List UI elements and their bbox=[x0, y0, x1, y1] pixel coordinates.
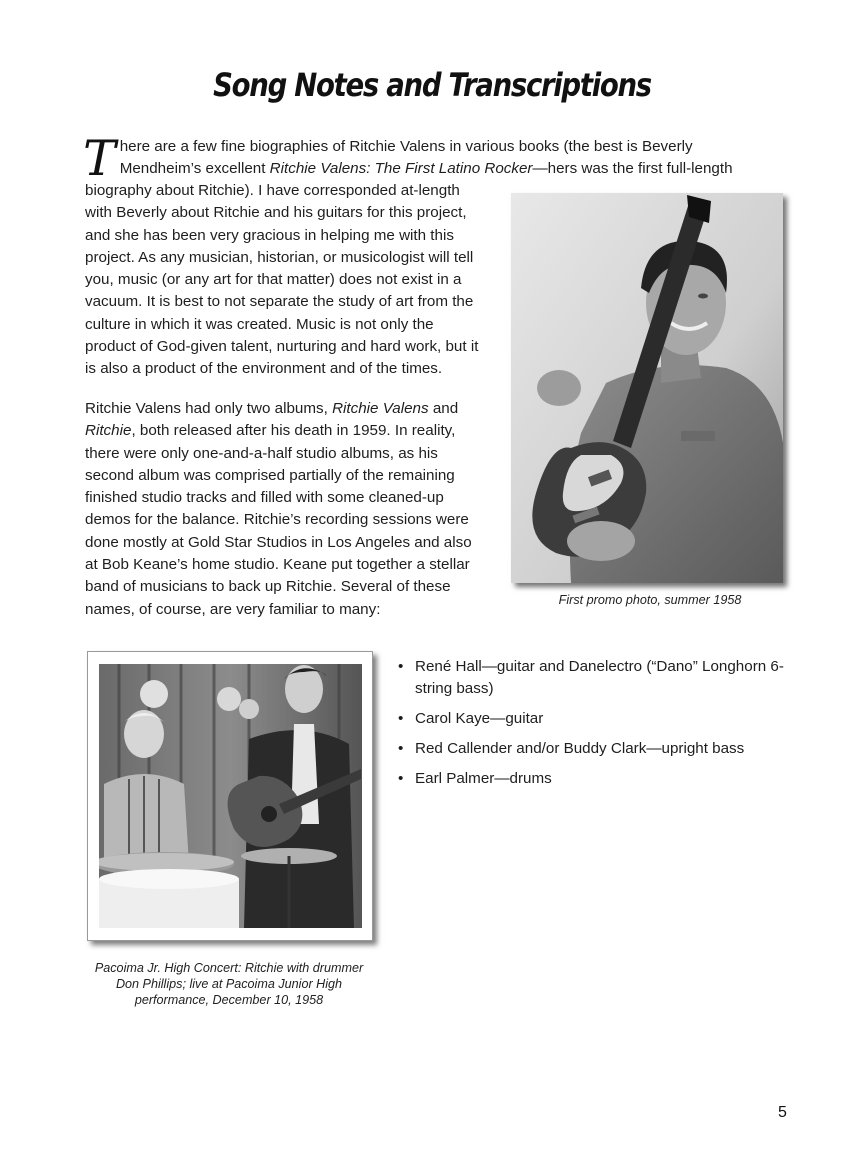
paragraph-2 bbox=[85, 398, 485, 621]
paragraph-2-and: and bbox=[428, 400, 459, 417]
page-number: 5 bbox=[778, 1104, 787, 1121]
musicians-list bbox=[398, 656, 798, 797]
bullet: • bbox=[398, 739, 404, 757]
list-item bbox=[398, 768, 798, 790]
concert-photo-frame bbox=[87, 651, 373, 941]
concert-photo-caption: Pacoima Jr. High Concert: Ritchie with drummer Don Phillips; live at Pacoima Junior High performance, December 10, 1958 bbox=[94, 961, 364, 1007]
paragraph-2-lead: Ritchie Valens had only two albums, bbox=[85, 400, 333, 417]
book-title: Ritchie Valens: The First Latino Rocker bbox=[269, 160, 533, 178]
list-item bbox=[398, 738, 798, 760]
intro-line-a: here are a few fine biographies of Ritchie Valens in various books (the best is Beverly bbox=[119, 138, 693, 155]
concert-photo bbox=[99, 664, 362, 928]
album-title-1: Ritchie Valens bbox=[332, 400, 429, 417]
bullet: • bbox=[398, 710, 404, 728]
bullet: • bbox=[398, 658, 404, 675]
musician-entry: Red Callender and/or Buddy Clark—upright bass bbox=[415, 739, 745, 757]
intro-line-b-pre: Mendheim’s excellent bbox=[119, 160, 270, 178]
musician-entry: René Hall—guitar and Danelectro (“Dano” Longhorn 6-string bass) bbox=[415, 658, 784, 698]
paragraph-2-rest: , both released after his death in 1959. In reality, there were only one-and-a-half studio albums, as his second album was comprised partially of the remaining finished studio tracks and filled with some cleaned-up demos for the balance. Ritchie’s recording sessions were done mostly at Gold Star Studios in Los Angeles and also at Bob Keane’s home studio. Keane put together a stellar band of musicians to back up Ritchie. Several of these names, of course, are very familiar to many: bbox=[85, 422, 472, 618]
musician-entry: Earl Palmer—drums bbox=[415, 769, 552, 787]
list-item bbox=[398, 708, 798, 730]
intro-lines bbox=[83, 130, 775, 187]
musician-entry: Carol Kaye—guitar bbox=[415, 710, 544, 728]
concert-photo-image bbox=[99, 664, 362, 928]
promo-photo bbox=[511, 193, 783, 583]
bullet: • bbox=[398, 769, 404, 787]
promo-photo-image bbox=[511, 193, 783, 583]
page-title: Song Notes and Transcriptions bbox=[213, 66, 651, 104]
intro-line-b-post: —hers was the first full-length bbox=[532, 160, 733, 178]
paragraph-1: biography about Ritchie). I have corresponded at-length with Beverly about Ritchie and his guitars for this project, and she has been very gracious in helping me with this project. As any musician, historian, or musicologist will tell you, music (or any art for that matter) does not exist in a vacuum. It is best to not separate the study of art from the culture in which it was created. Music is not only the product of God-given talent, nurturing and hard work, but it is also a product of the environment and of the times. bbox=[85, 182, 479, 378]
drop-cap: T bbox=[83, 130, 116, 187]
promo-photo-caption: First promo photo, summer 1958 bbox=[558, 593, 742, 607]
album-title-2: Ritchie bbox=[85, 422, 132, 440]
list-item bbox=[398, 656, 798, 701]
